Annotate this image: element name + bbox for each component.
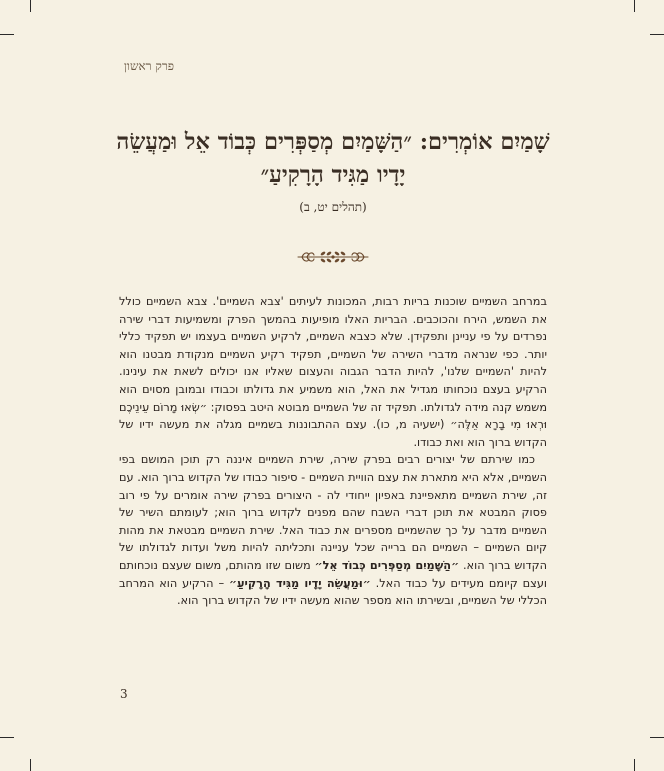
- running-head: פרק ראשון: [123, 59, 174, 73]
- paragraph-2-part-e: – הרקיע הוא המרחב הכללי של השמיים, ובשירתו הוא מספר שהוא מעשה ידיו של הקדוש ברוך הוא.: [119, 576, 547, 608]
- crop-mark-bottom-left-horizontal: [0, 737, 14, 738]
- verse-citation: (תהלים יט, ב): [299, 200, 367, 214]
- crop-mark-bottom-right-horizontal: [650, 737, 664, 738]
- chapter-title-line-2: יָדָיו מַגִּיד הָרָקִיעַ״: [260, 162, 406, 188]
- page-number: 3: [120, 687, 128, 701]
- crop-mark-top-right-vertical: [634, 0, 635, 12]
- vine-ornament-icon: [296, 247, 370, 267]
- crop-mark-bottom-left-vertical: [30, 759, 31, 771]
- paragraph-2-quote-1: ״הַשָּׁמַיִם מְסַפְּרִים כְּבוֹד אֵל״: [314, 558, 460, 572]
- paragraph-1: במרחב השמיים שוכנות בריות רבות, המכונות לעיתים 'צבא השמיים'. צבא השמיים כולל את השמש, הירח והכוכבים. הבריות האלו מופיעות בהמשך הפרק ומשמיעות דברי שירה נפרדים על פי עניינן ותפקידן. שלא כצבא השמיים, לרקיע השמיים בעצמו יש תפקיד כללי יותר. כפי שנראה מדברי השירה של השמיים, תפקיד רקיע השמיים מנקודת מבטנו הוא להיות 'השמיים שלנו', להיות הדבר הגבוה והעצום שאליו אנו יכולים לשאת את עינינו. הרקיע בעצם נוכחותו מגדיל את האל, הוא משמיע את גדולתו וכבודו ובמובן מסוים הוא משמש קנה מידה לגדולתו. תפקיד זה של השמיים מבוטא היטב בפסוק: ״שְׂאוּ מָרוֹם עֵינֵיכֶם וּרְאוּ מִי בָרָא אֵלֶּה״ (ישעיה מ, כו). עצם ההתבוננות בשמיים מגלה את מעשה ידיו של הקדוש ברוך הוא ואת כבודו.: [119, 295, 547, 449]
- paragraph-2-part-a: כמו שירתם של יצורים רבים בפרק שירה, שירת השמיים איננה רק תוכן המושם בפי השמיים, אלא היא מתארת את עצם הוויית השמיים - סיפור כבודו של הקדוש ברוך הוא. עם זה, שירת השמיים מתאפיינת באפיון ייחודי לה - היצורים בפרק שירה אומרים על פי רוב פסוק המבטא את תוכן דברי השבח שהם מפנים לקדוש ברוך הוא; לעומתם השיר של השמיים מדבר על כך שהשמיים מספרים את כבוד האל. שירת השמיים מבטאת את מהות קיום השמיים – השמיים הם ברייה שכל עניינה ותכליתה להיות משל ועדות לגדולתו של הקדוש ברוך הוא.: [119, 453, 548, 572]
- crop-mark-top-left-horizontal: [0, 34, 14, 35]
- chapter-title-line-1: שָׁמַיִם אוֹמְרִים: ״הַשָּׁמַיִם מְסַפְּרִים כְּבוֹד אֵל וּמַעֲשֵׂה: [116, 129, 550, 155]
- paragraph-2-part-c: משום שזו מהותם, משום שעצם נוכחותם ועצם קיומם מעידים על כבוד האל.: [119, 558, 547, 590]
- paragraph-2-quote-2: ״וּמַעֲשֵׂה יָדָיו מַגִּיד הָרָקִיעַ״: [229, 576, 371, 590]
- crop-mark-top-right-horizontal: [650, 34, 664, 35]
- paragraph-2: [119, 451, 547, 609]
- body-text: [119, 293, 547, 610]
- crop-mark-top-left-vertical: [30, 0, 31, 12]
- chapter-title: [100, 126, 566, 192]
- crop-mark-bottom-right-vertical: [634, 759, 635, 771]
